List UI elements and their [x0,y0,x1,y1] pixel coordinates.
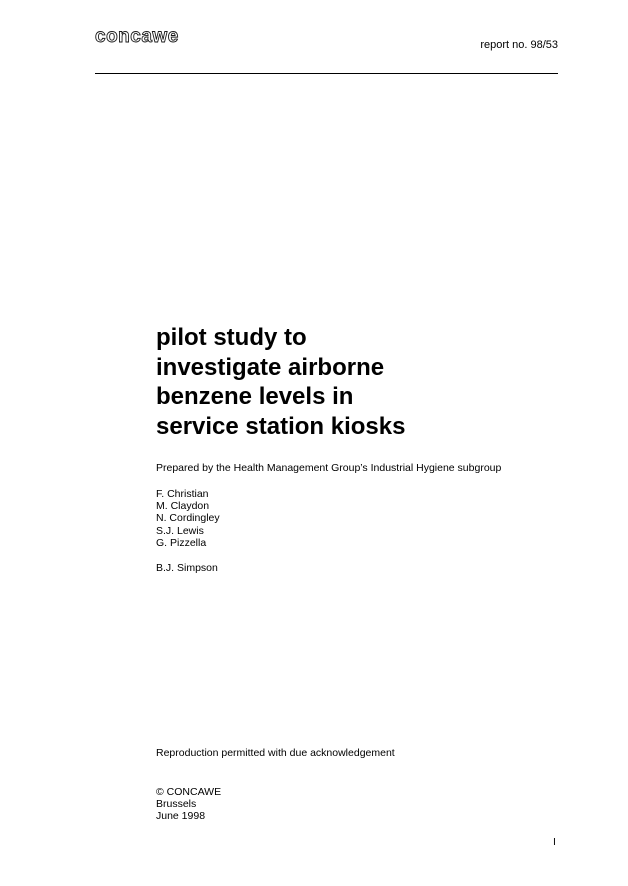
date-line: June 1998 [156,810,206,823]
title-line-2: investigate airborne [156,353,385,381]
reproduction-notice: Reproduction permitted with due acknowledgement [156,747,395,759]
lead-author-name: B.J. Simpson [156,562,218,574]
copyright-line: © CONCAWE [156,786,222,798]
author-name: S.J. Lewis [156,524,204,537]
prepared-by-statement: Prepared by the Health Management Group’s Industrial Hygiene subgroup [156,462,502,474]
author-name: M. Claydon [156,500,210,513]
title-line-3: benzene levels in [156,383,354,410]
author-name: G. Pizzella [156,536,207,549]
title-line-1: pilot study to [156,324,307,351]
document-title [156,323,556,441]
report-number: report no. 98/53 [480,39,558,51]
author-list [156,488,220,549]
header-divider [95,73,558,74]
concawe-logo: concawe [95,26,179,47]
imprint-block [156,786,221,823]
title-line-4: service station kiosks [156,412,406,440]
city-line: Brussels [156,798,197,811]
page-number: I [553,836,556,848]
author-name: N. Cordingley [156,512,220,525]
author-name: F. Christian [156,488,209,500]
